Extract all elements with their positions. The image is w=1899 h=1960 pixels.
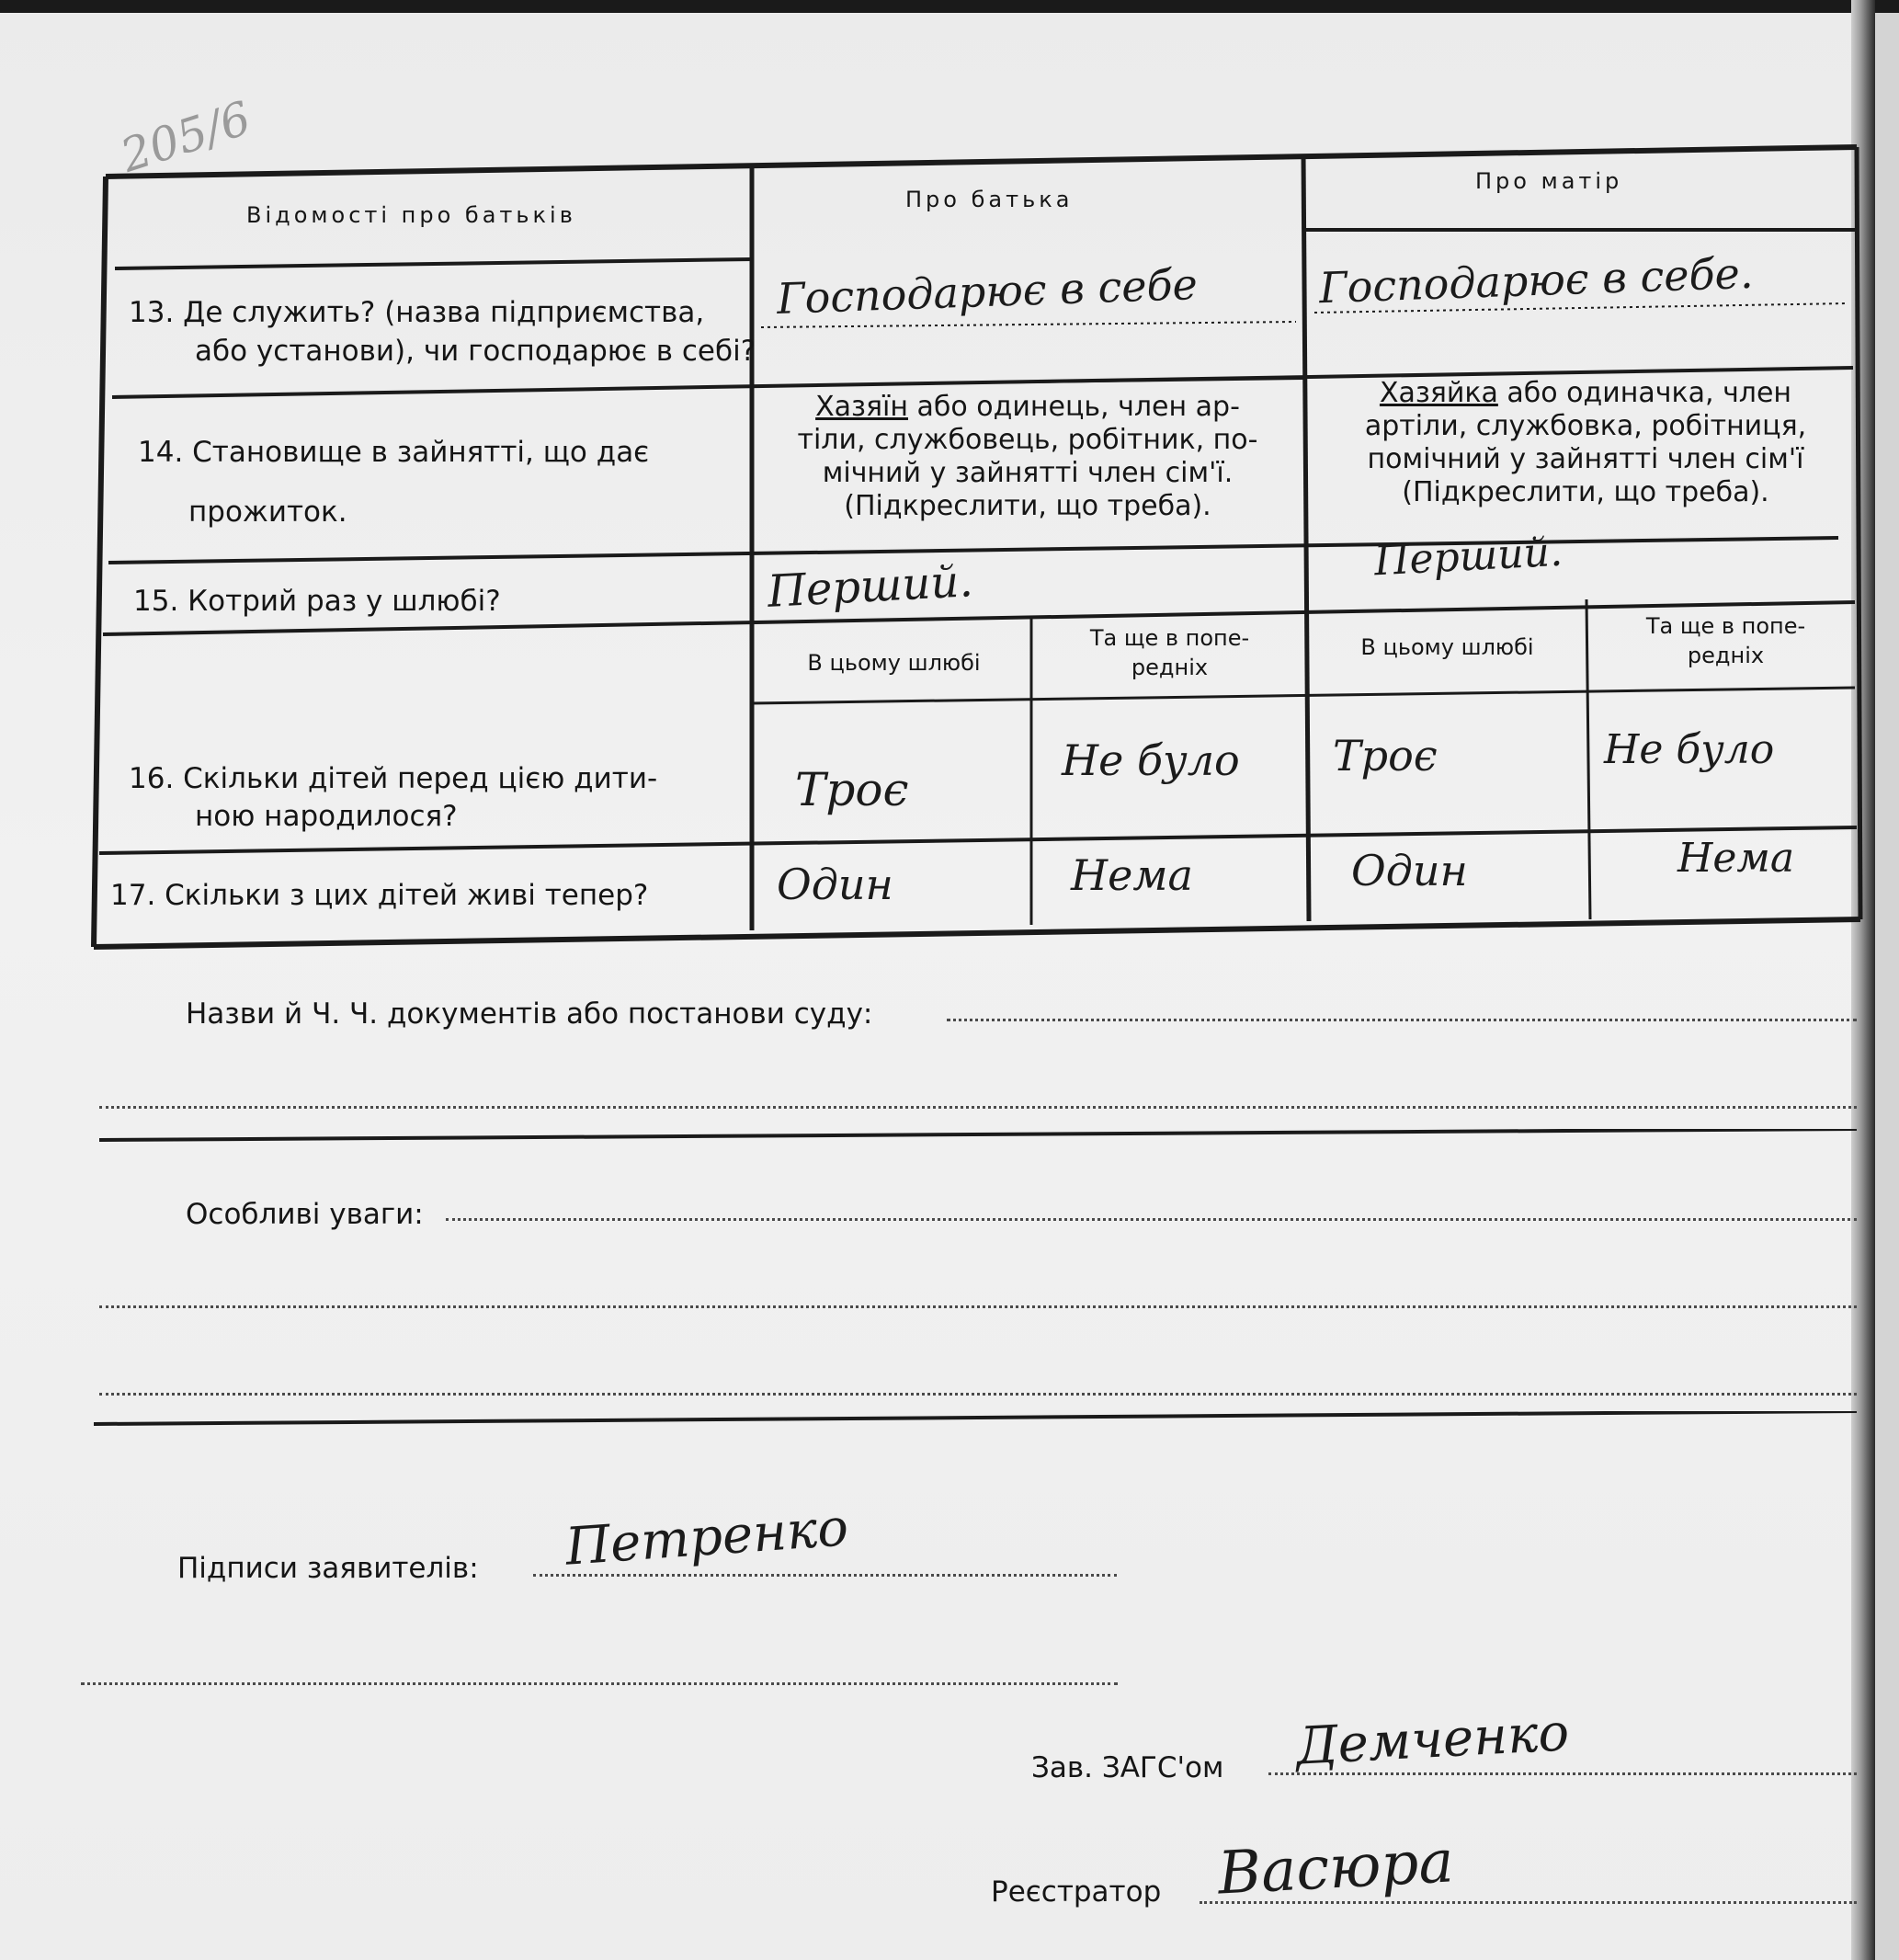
q15-label: 15. Котрий раз у шлюбі? <box>133 585 501 618</box>
head-zags-label: Зав. ЗАГС'ом <box>1031 1751 1224 1784</box>
q14-mother-selected: Хазяйка <box>1379 377 1498 409</box>
applicants-signature-line <box>533 1574 1117 1577</box>
q14-label-1: 14. Становище в зайнятті, що дає <box>138 436 650 469</box>
q13-mother-answer: Господарює в себе. <box>1318 247 1755 313</box>
q16-label-1: 16. Скільки дітей перед цією дити- <box>129 762 658 795</box>
q17-father-prev: Нема <box>1071 850 1193 900</box>
q14-father-options <box>770 391 1285 523</box>
documents-line-2 <box>99 1106 1857 1109</box>
header-parents-info: Відомості про батьків <box>246 202 576 228</box>
applicants-signature-line-2 <box>81 1682 1118 1685</box>
q14-mother-opt-3: помічний у зайнятті член сім'ї <box>1367 443 1804 475</box>
q16-label-2: ною народилося? <box>195 800 458 833</box>
q13-father-answer: Господарює в себе <box>776 259 1199 324</box>
q15-father-answer: Перший. <box>766 555 974 618</box>
q14-mother-opt-2: артіли, службовка, робітниця, <box>1364 410 1807 442</box>
subheader-mother-this: В цьому шлюбі <box>1360 634 1534 660</box>
head-zags-signature: Демченко <box>1294 1703 1571 1777</box>
section-divider-1 <box>0 1129 1875 1147</box>
subheader-father-prev-1: Та ще в попе- <box>1089 625 1250 651</box>
remarks-label: Особливі уваги: <box>186 1198 424 1231</box>
q13-label-1: 13. Де служить? (назва підприємства, <box>129 296 705 329</box>
applicant-signature: Петренко <box>563 1498 851 1578</box>
q14-mother-opt-1: або одиначка, член <box>1497 377 1792 409</box>
q16-father-this: Троє <box>795 763 909 816</box>
subheader-mother-prev-2: редніх <box>1687 643 1765 668</box>
documents-line-1 <box>947 1019 1857 1021</box>
remarks-line-3 <box>99 1393 1857 1396</box>
subheader-mother-prev-1: Та ще в попе- <box>1645 613 1806 639</box>
subheader-father-prev <box>1039 623 1301 682</box>
q14-father-opt-2: тіли, службовець, робітник, по- <box>797 424 1258 456</box>
subheader-mother-prev <box>1595 611 1857 670</box>
q14-father-opt-4: (Підкреслити, що треба). <box>844 490 1211 522</box>
remarks-line-2 <box>99 1305 1857 1308</box>
q14-mother-options <box>1324 377 1848 509</box>
q17-father-this: Один <box>777 860 893 909</box>
q16-father-prev: Не було <box>1062 735 1240 785</box>
header-mother: Про матір <box>1475 168 1623 194</box>
applicants-signature-label: Підписи заявителів: <box>177 1552 479 1585</box>
q14-mother-opt-4: (Підкреслити, що треба). <box>1402 476 1769 508</box>
q14-father-opt-1: або одинець, член ар- <box>907 391 1240 423</box>
archive-number: 205/6 <box>114 91 257 183</box>
q14-father-selected: Хазяїн <box>815 391 908 423</box>
subheader-father-this: В цьому шлюбі <box>807 650 981 676</box>
section-divider-2 <box>0 1411 1875 1430</box>
q14-label-2: прожиток. <box>188 496 347 529</box>
header-father: Про батька <box>905 187 1074 212</box>
documents-label: Назви й Ч. Ч. документів або постанови суду: <box>186 997 873 1031</box>
q17-mother-prev: Нема <box>1677 835 1795 882</box>
registrar-signature: Васюра <box>1216 1828 1456 1909</box>
q14-father-opt-3: мічний у зайнятті член сім'ї. <box>822 457 1234 489</box>
registrar-label: Реєстратор <box>991 1875 1162 1909</box>
q16-mother-prev: Не було <box>1604 726 1775 773</box>
q17-label: 17. Скільки з цих дітей живі тепер? <box>110 879 649 912</box>
q16-mother-this: Троє <box>1333 731 1438 781</box>
remarks-line-1 <box>446 1218 1857 1221</box>
q17-mother-this: Один <box>1351 846 1468 895</box>
q15-mother-answer: Перший. <box>1372 528 1564 586</box>
subheader-father-prev-2: редніх <box>1131 655 1209 680</box>
q13-label-2: або установи), чи господарює в себі? <box>195 335 756 368</box>
